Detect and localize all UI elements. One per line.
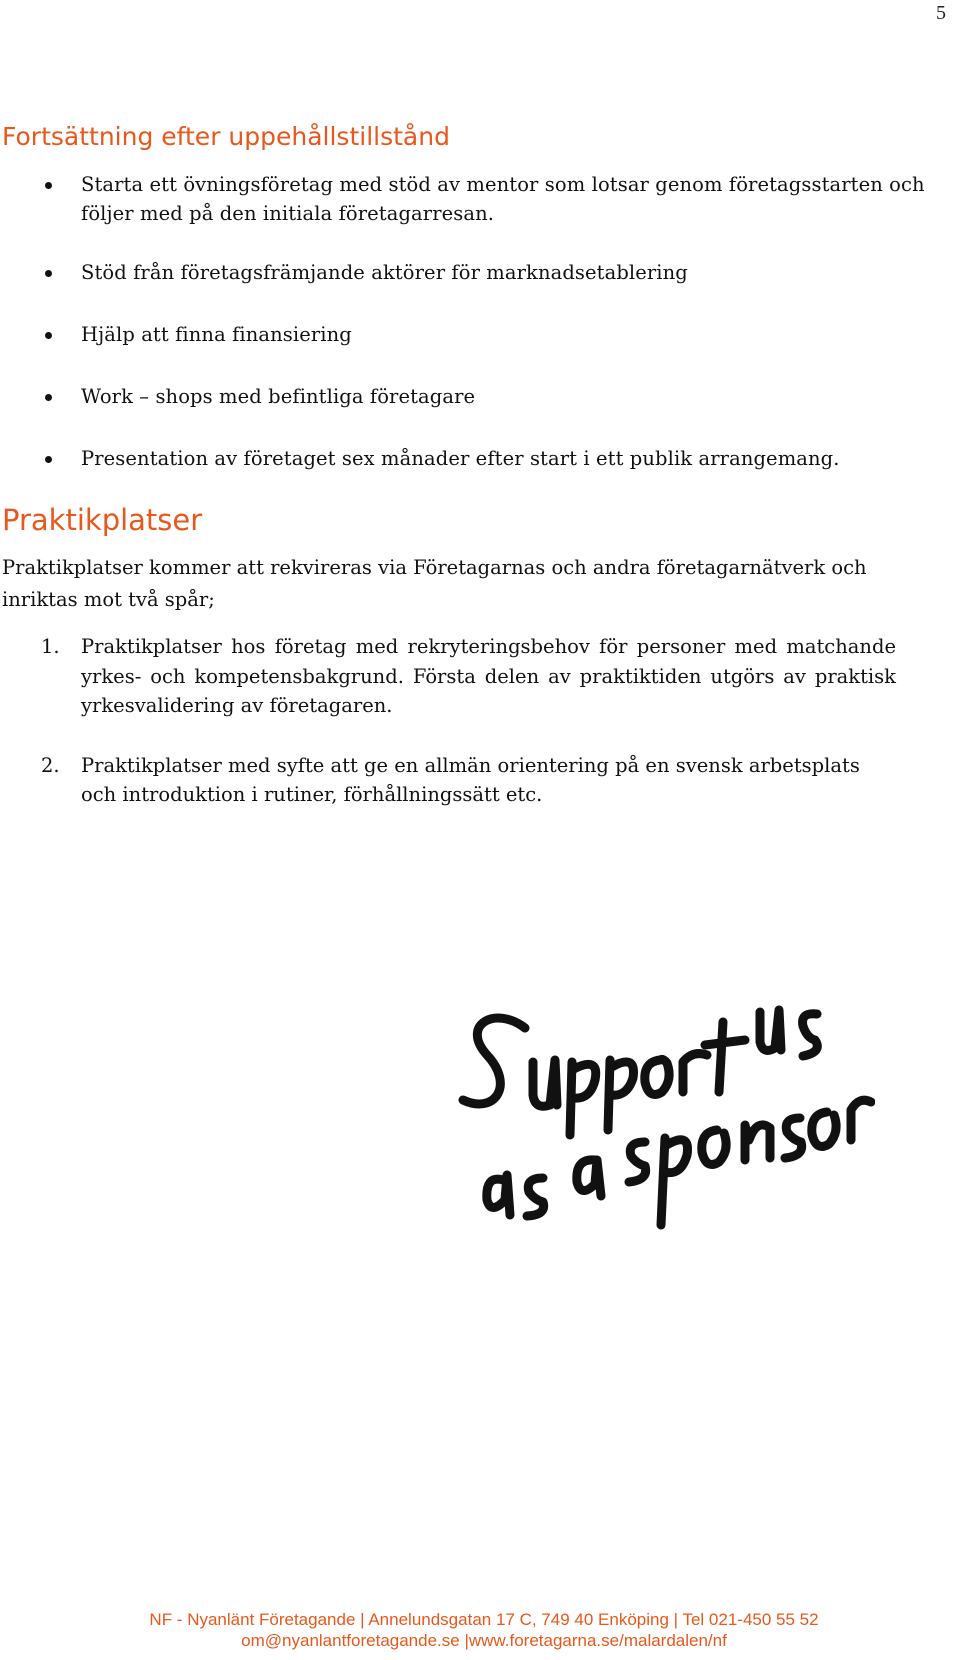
bullet-item: Stöd från företagsfrämjande aktörer för marknadsetablering [0,258,930,287]
page-footer [0,1609,960,1651]
item-text: Praktikplatser hos företag med rekryteringsbehov för personer med matchande yrkes- och kompetensbakgrund. Första delen av praktiktiden utgörs av praktisk yrkesvalidering av företagaren. [81,635,896,717]
item-number: 1. [41,635,60,658]
item-number: 2. [41,753,60,777]
bullet-item: Starta ett övningsföretag med stöd av mentor som lotsar genom företagsstarten och följer med på den initiala företagarresan. [0,170,930,228]
numbered-item [0,751,896,810]
support-us-sponsor-logo [455,1000,875,1230]
footer-web-line: om@nyanlantforetagande.se |www.foretagarna.se/malardalen/nf [241,1631,727,1650]
item-text: Praktikplatser med syfte att ge en allmän orientering på en svensk arbetsplats och introduktion i rutiner, förhållningssätt etc. [81,753,860,806]
bullet-item: Hjälp att finna finansiering [0,320,930,349]
bullet-item: Work – shops med befintliga företagare [0,382,930,411]
footer-contact-line: NF - Nyanlänt Företagande | Annelundsgatan 17 C, 749 40 Enköping | Tel 021-450 55 52 [149,1610,819,1629]
internship-track-list [0,632,896,810]
page-number: 5 [936,2,946,24]
internships-intro: Praktikplatser kommer att rekvireras via Företagarnas och andra företagarnätverk och inriktas mot två spår; [2,556,867,611]
bullet-item: Presentation av företaget sex månader efter start i ett publik arrangemang. [0,444,930,473]
numbered-item [0,632,896,721]
continuation-bullet-list [0,170,930,473]
section-heading-internships: Praktikplatser [2,503,203,537]
section-heading-continuation: Fortsättning efter uppehållstillstånd [2,122,450,151]
